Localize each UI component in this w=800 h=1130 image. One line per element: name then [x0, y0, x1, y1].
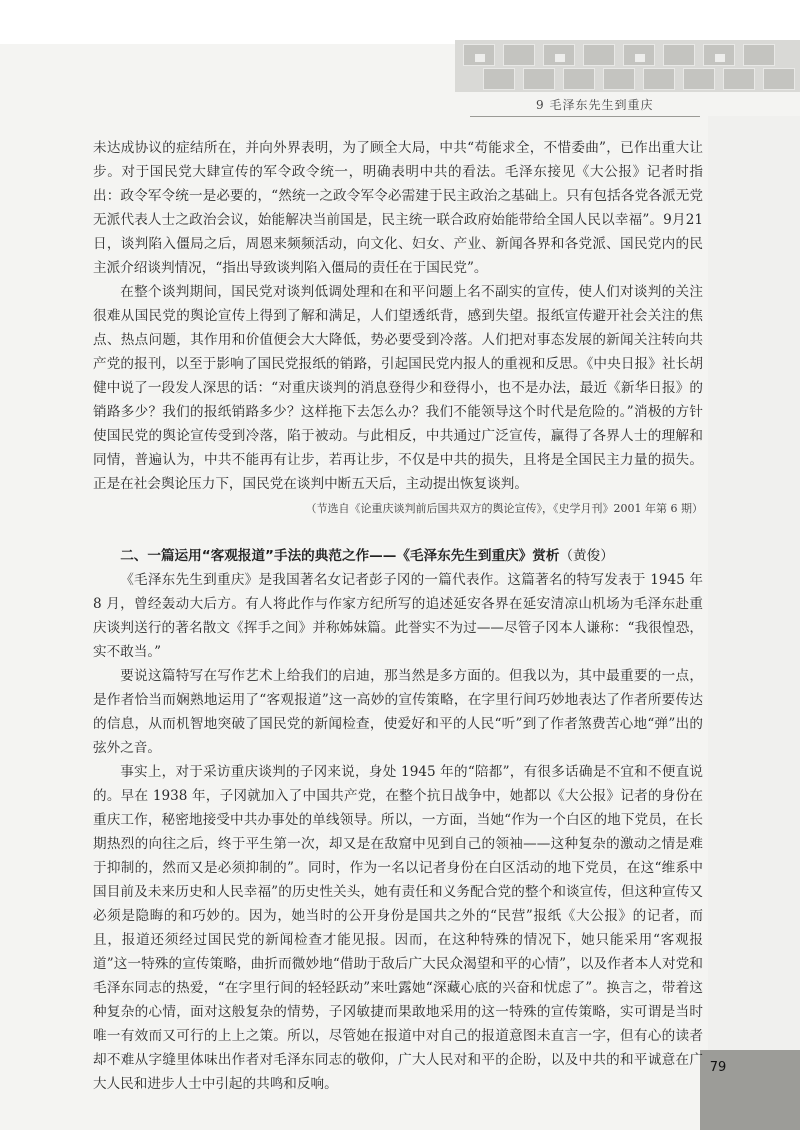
section-heading-text: 二、一篇运用“客观报道”手法的典范之作——《毛泽东先生到重庆》赏析	[120, 548, 560, 564]
header-decoration	[455, 40, 800, 92]
page-top-margin	[0, 0, 800, 44]
article-body	[93, 136, 703, 1096]
margin-strip	[700, 116, 800, 1130]
running-head: 9 毛泽东先生到重庆	[536, 98, 654, 112]
paragraph: 在整个谈判期间，国民党对谈判低调处理和在和平问题上名不副实的宣传，使人们对谈判的关注很难从国民党的舆论宣传上得到了解和满足，人们望透纸背，感到失望。报纸宣传避开社会关注的焦点、热点问题，其作用和价值便会大大降低，势必要受到冷落。人们把对事态发展的新闻关注转向共产党的报刊，以至于影响了国民党报纸的销路，引起国民党内报人的重视和反思。《中央日报》社长胡健中说了一段发人深思的话：“对重庆谈判的消息登得少和登得小，也不是办法，最近《新华日报》的销路多少？我们的报纸销路多少？这样拖下去怎么办？我们不能领导这个时代是危险的。”消极的方针使国民党的舆论宣传受到冷落，陷于被动。与此相反，中共通过广泛宣传，赢得了各界人士的理解和同情，普遍认为，中共不能再有让步，若再让步，不仅是中共的损失，且将是全国民主力量的损失。正是在社会舆论压力下，国民党在谈判中断五天后，主动提出恢复谈判。	[93, 284, 703, 492]
paragraph: 要说这篇特写在写作艺术上给我们的启迪，那当然是多方面的。但我以为，其中最重要的一点，是作者恰当而娴熟地运用了“客观报道”这一高妙的宣传策略，在字里行间巧妙地表达了作者所要传达的信息，从而机智地突破了国民党的新闻检查，使爱好和平的人民“听”到了作者煞费苦心地“弹”出的弦外之音。	[93, 668, 703, 756]
paragraph: 《毛泽东先生到重庆》是我国著名女记者彭子冈的一篇代表作。这篇著名的特写发表于 1945 年 8 月，曾经轰动大后方。有人将此作与作家方纪所写的追述延安各界在延安清凉山机场为毛泽东赴重庆谈判送行的著名散文《挥手之间》并称姊妹篇。此誉实不为过——尽管子冈本人谦称：“我很惶恐，实不敢当。”	[93, 572, 703, 660]
section-heading	[93, 544, 703, 568]
paragraph: 未达成协议的症结所在，并向外界表明，为了顾全大局，中共“苟能求全，不惜委曲”，已作出重大让步。对于国民党大肆宣传的军令政令统一，明确表明中共的看法。毛泽东接见《大公报》记者时指出：政令军令统一是必要的，“然统一之政令军令必需建于民主政治之基础上。只有包括各党各派无党无派代表人士之政治会议，始能解决当前国是，民主统一联合政府始能带给全国人民以幸福”。9月21日，谈判陷入僵局之后，周恩来频频活动，向文化、妇女、产业、新闻各界和各党派、国民党内的民主派介绍谈判情况，“指出导致谈判陷入僵局的责任在于国民党”。	[93, 140, 703, 276]
page-number: 79	[709, 1060, 727, 1075]
source-citation: （节选自《论重庆谈判前后国共双方的舆论宣传》，《史学月刊》2001 年第 6 期）	[305, 502, 703, 515]
paragraph: 事实上，对于采访重庆谈判的子冈来说，身处 1945 年的“陪都”，有很多话确是不宜和不便直说的。早在 1938 年，子冈就加入了中国共产党，在整个抗日战争中，她都以《大公报》记者的身份在重庆工作，秘密地接受中共办事处的单线领导。所以，一方面，当她“作为一个白区的地下党员，在长期热烈的向往之后，终于平生第一次，却又是在敌窟中见到自己的领袖——这种复杂的激动之情是难于抑制的，然而又是必须抑制的”。同时，作为一名以记者身份在白区活动的地下党员，在这“维系中国目前及未来历史和人民幸福”的历史性关头，她有责任和义务配合党的整个和谈宣传，但这种宣传又必须是隐晦的和巧妙的。因为，她当时的公开身份是国共之外的“民营”报纸《大公报》的记者，而且，报道还须经过国民党的新闻检查才能见报。因而，在这种特殊的情况下，她只能采用“客观报道”这一特殊的宣传策略，曲折而微妙地“借助于敌后广大民众渴望和平的心情”，以及作者本人对党和毛泽东同志的热爱，“在字里行间的轻轻跃动”来吐露她“深藏心底的兴奋和忧虑了”。换言之，带着这种复杂的心情，面对这般复杂的情势，子冈敏捷而果敢地采用的这一特殊的宣传策略，实可谓是当时唯一有效而又可行的上上之策。所以，尽管她在报道中对自己的报道意图未直言一字，但有心的读者却不难从字缝里体味出作者对毛泽东同志的敬仰，广大人民对和平的企盼，以及中共的和平诚意在广大人民和进步人士中引起的共鸣和反响。	[93, 764, 703, 1092]
section-author: （黄俊）	[559, 548, 614, 564]
